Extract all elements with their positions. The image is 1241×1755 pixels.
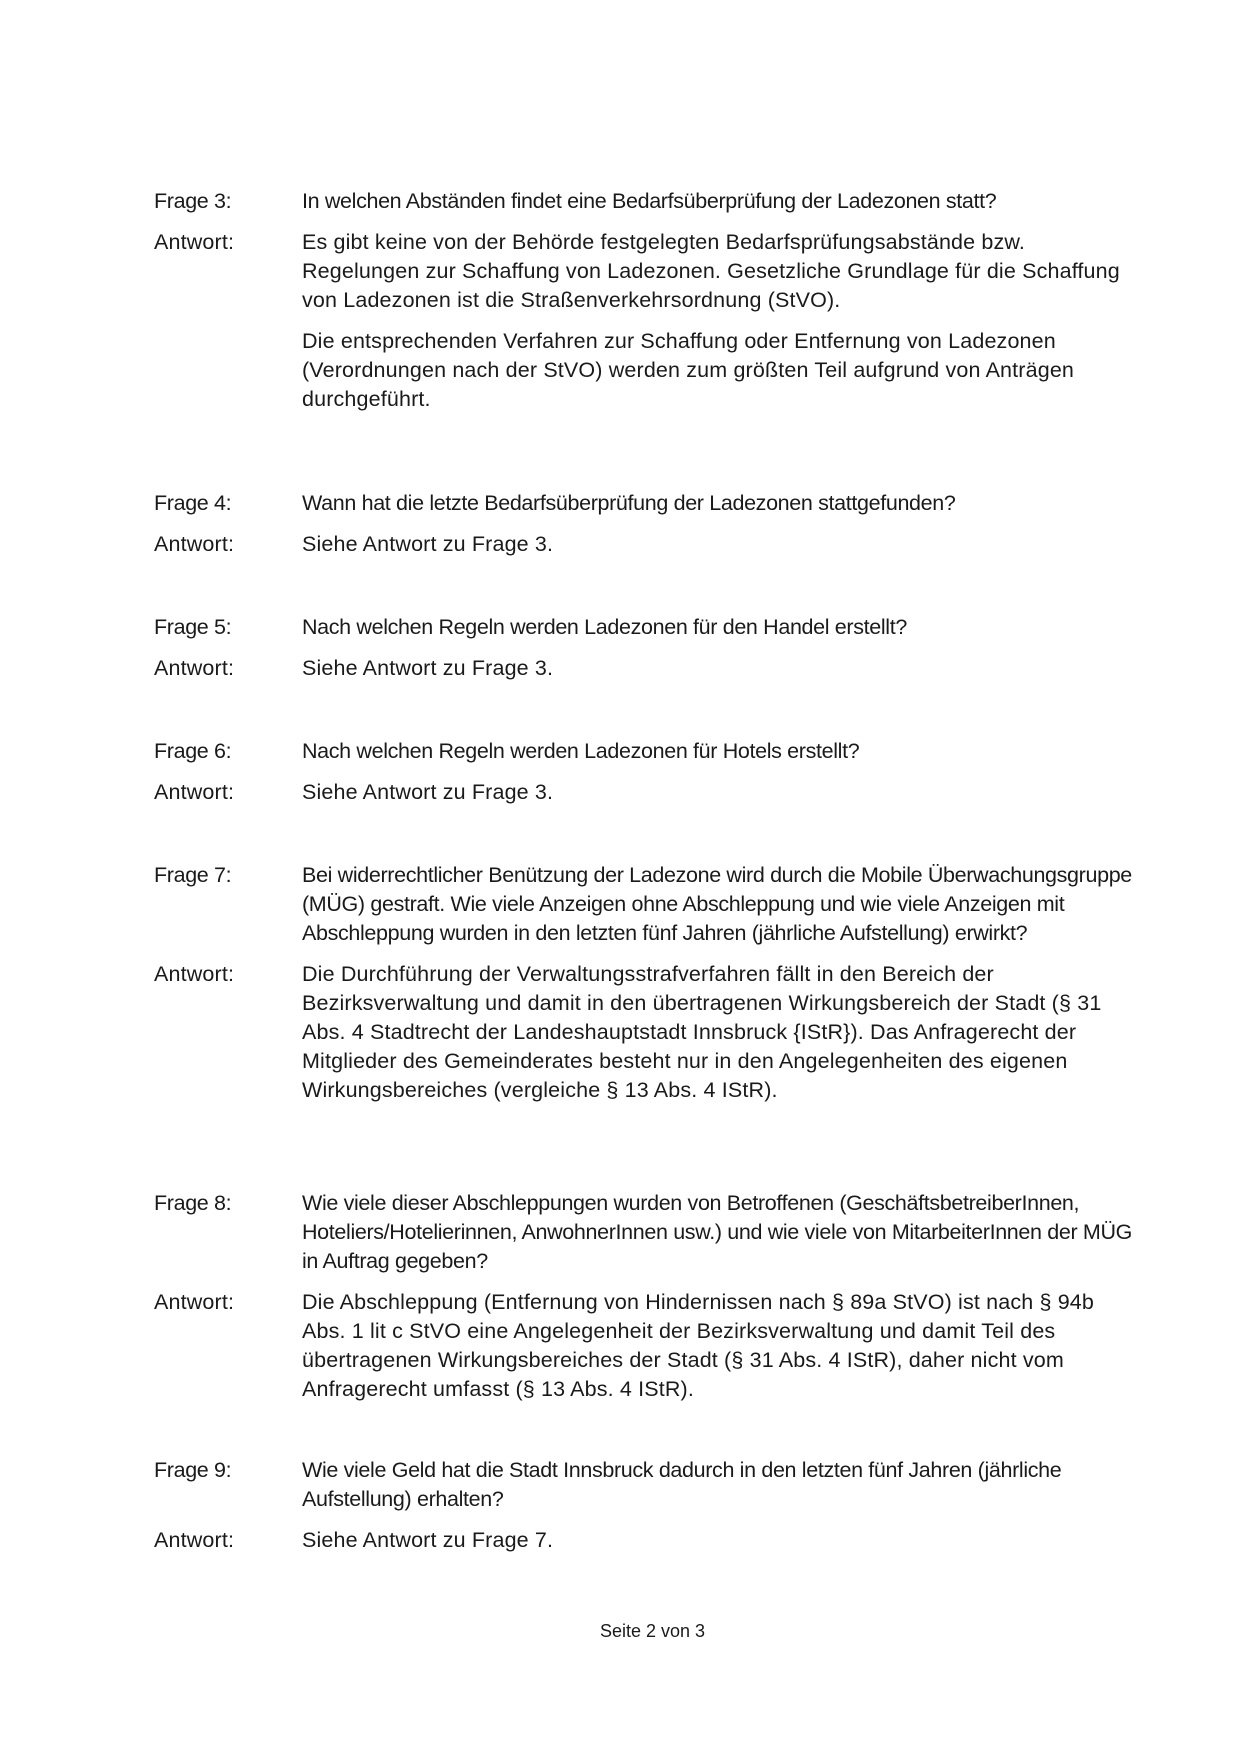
frage-label: Frage 4: [154, 491, 232, 515]
qa-block-frage-5 [154, 613, 1134, 683]
antwort-text [302, 530, 1134, 559]
frage-label: Frage 3: [154, 189, 232, 213]
antwort-row [154, 778, 1134, 807]
frage-row [154, 613, 1134, 642]
page-number: Seite 2 von 3 [599, 1621, 706, 1641]
qa-block-frage-9 [154, 1456, 1134, 1555]
frage-label: Frage 7: [154, 863, 232, 887]
antwort-paragraph: Die Durchführung der Verwaltungsstrafverfahren fällt in den Bereich der Bezirksverwaltung und damit in den übertragenen Wirkungsbereich der Stadt (§ 31 Abs. 4 Stadtrecht der Landeshauptstadt Innsbruck {IStR}). Das Anfragerecht der Mitglieder des Gemeinderates besteht nur in den Angelegenheiten des eigenen Wirkungsbereiches (vergleiche § 13 Abs. 4 IStR). [302, 962, 1102, 1102]
antwort-text [302, 228, 1134, 414]
antwort-paragraph: Es gibt keine von der Behörde festgelegten Bedarfsprüfungsabstände bzw. Regelungen zur Schaffung von Ladezonen. Gesetzliche Grundlage für die Schaffung von Ladezonen ist die Straßenverkehrsordnung (StVO). [302, 230, 1120, 312]
antwort-row [154, 1288, 1134, 1404]
antwort-paragraph: Die entsprechenden Verfahren zur Schaffung oder Entfernung von Ladezonen (Verordnungen nach der StVO) werden zum größten Teil aufgrund von Anträgen durchgeführt. [302, 329, 1075, 411]
frage-row [154, 861, 1134, 948]
frage-label: Frage 6: [154, 739, 232, 763]
frage-row [154, 1189, 1134, 1276]
frage-text: Wie viele dieser Abschleppungen wurden von Betroffenen (GeschäftsbetreiberInnen, Hoteliers/Hotelierinnen, AnwohnerInnen usw.) und wie viele von MitarbeiterInnen der MÜG in Auftrag gegeben? [302, 1191, 1133, 1273]
frage-text: In welchen Abständen findet eine Bedarfsüberprüfung der Ladezonen statt? [302, 189, 997, 213]
antwort-label: Antwort: [154, 962, 235, 986]
frage-row [154, 1456, 1134, 1514]
antwort-text [302, 654, 1134, 683]
frage-label: Frage 9: [154, 1458, 232, 1482]
antwort-paragraph: Siehe Antwort zu Frage 3. [302, 780, 554, 804]
antwort-row [154, 654, 1134, 683]
antwort-paragraph: Die Abschleppung (Entfernung von Hindernissen nach § 89a StVO) ist nach § 94b Abs. 1 lit c StVO eine Angelegenheit der Bezirksverwaltung und damit Teil des übertragenen Wirkungsbereiches der Stadt (§ 31 Abs. 4 IStR), daher nicht vom Anfragerecht umfasst (§ 13 Abs. 4 IStR). [302, 1290, 1095, 1401]
frage-text: Nach welchen Regeln werden Ladezonen für Hotels erstellt? [302, 739, 860, 763]
antwort-label: Antwort: [154, 1290, 235, 1314]
frage-text: Bei widerrechtlicher Benützung der Ladezone wird durch die Mobile Überwachungsgruppe (MÜG) gestraft. Wie viele Anzeigen ohne Abschleppung und wie viele Anzeigen mit Abschleppung wurden in den letzten fünf Jahren (jährliche Aufstellung) erwirkt? [302, 863, 1132, 945]
qa-block-frage-6 [154, 737, 1134, 807]
antwort-paragraph: Siehe Antwort zu Frage 7. [302, 1528, 554, 1552]
antwort-row [154, 228, 1134, 414]
frage-text: Wie viele Geld hat die Stadt Innsbruck dadurch in den letzten fünf Jahren (jährliche Aufstellung) erhalten? [302, 1458, 1062, 1511]
antwort-label: Antwort: [154, 656, 235, 680]
frage-label: Frage 8: [154, 1191, 232, 1215]
antwort-row [154, 960, 1134, 1105]
antwort-row [154, 530, 1134, 559]
antwort-text [302, 1288, 1134, 1404]
qa-block-frage-7 [154, 861, 1134, 1105]
antwort-text [302, 1526, 1134, 1555]
frage-row [154, 737, 1134, 766]
antwort-paragraph: Siehe Antwort zu Frage 3. [302, 656, 554, 680]
page-footer [0, 1621, 1241, 1642]
antwort-label: Antwort: [154, 532, 235, 556]
qa-block-frage-3 [154, 187, 1134, 414]
frage-text: Nach welchen Regeln werden Ladezonen für den Handel erstellt? [302, 615, 907, 639]
qa-block-frage-4 [154, 489, 1134, 559]
antwort-row [154, 1526, 1134, 1555]
antwort-text [302, 960, 1134, 1105]
frage-row [154, 489, 1134, 518]
frage-row [154, 187, 1134, 216]
qa-block-frage-8 [154, 1189, 1134, 1404]
frage-label: Frage 5: [154, 615, 232, 639]
antwort-label: Antwort: [154, 1528, 235, 1552]
antwort-paragraph: Siehe Antwort zu Frage 3. [302, 532, 554, 556]
frage-text: Wann hat die letzte Bedarfsüberprüfung der Ladezonen stattgefunden? [302, 491, 956, 515]
antwort-label: Antwort: [154, 780, 235, 804]
antwort-label: Antwort: [154, 230, 235, 254]
antwort-text [302, 778, 1134, 807]
